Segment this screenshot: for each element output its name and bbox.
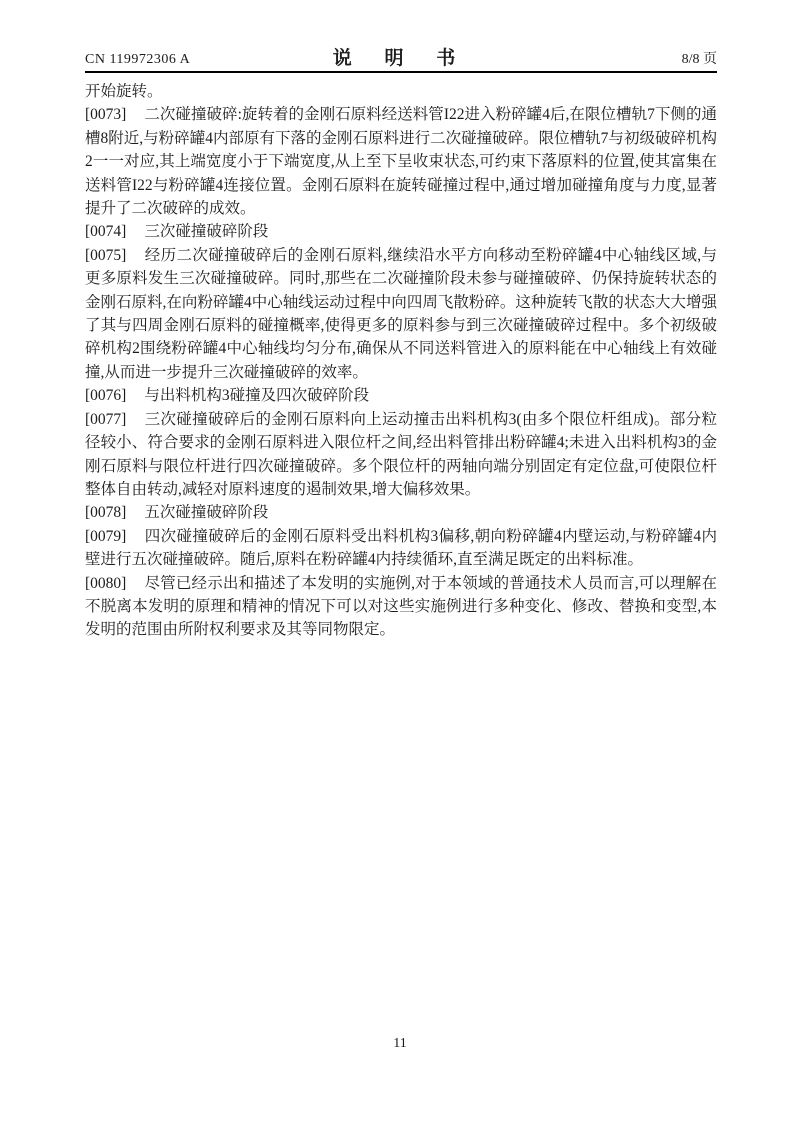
paragraph-text: 三次碰撞破碎阶段 bbox=[144, 223, 269, 241]
paragraph-number: [0078] bbox=[85, 504, 127, 522]
paragraph-text: 开始旋转。 bbox=[85, 83, 163, 100]
paragraph bbox=[85, 572, 717, 642]
paragraph bbox=[85, 408, 717, 502]
paragraph-text: 四次碰撞破碎后的金刚石原料受出料机构3偏移,朝向粉碎罐4内壁运动,与粉碎罐4内壁进行五次碰撞破碎。随后,原料在粉碎罐4内持续循环,直至满足既定的出料标准。 bbox=[85, 527, 717, 569]
doc-title: 说 明 书 bbox=[332, 48, 470, 69]
page-footer bbox=[0, 1036, 800, 1052]
paragraph-number: [0076] bbox=[85, 387, 127, 405]
paragraph-text: 五次碰撞破碎阶段 bbox=[144, 504, 269, 522]
description-body bbox=[85, 80, 717, 642]
page-number: 11 bbox=[393, 1036, 407, 1051]
doc-number: CN 119972306 A bbox=[85, 52, 191, 67]
paragraph-number: [0073] bbox=[85, 106, 127, 124]
page-header bbox=[85, 44, 717, 72]
paragraph bbox=[85, 80, 717, 103]
paragraph-number: [0075] bbox=[85, 246, 127, 264]
page-indicator: 8/8 页 bbox=[681, 52, 717, 67]
paragraph bbox=[85, 244, 717, 384]
paragraph bbox=[85, 501, 717, 524]
paragraph-number: [0079] bbox=[85, 527, 127, 545]
paragraph bbox=[85, 220, 717, 243]
paragraph bbox=[85, 525, 717, 572]
paragraph bbox=[85, 103, 717, 220]
paragraph bbox=[85, 384, 717, 407]
paragraph-text: 经历二次碰撞破碎后的金刚石原料,继续沿水平方向移动至粉碎罐4中心轴线区域,与更多原料发生三次碰撞破碎。同时,那些在二次碰撞阶段未参与碰撞破碎、仍保持旋转状态的金刚石原料,在向粉碎罐4中心轴线运动过程中向四周飞散粉碎。这种旋转飞散的状态大大增强了其与四周金刚石原料的碰撞概率,使得更多的原料参与到三次碰撞破碎过程中。多个初级破碎机构2围绕粉碎罐4中心轴线均匀分布,确保从不同送料管进入的原料能在中心轴线上有效碰撞,从而进一步提升三次碰撞破碎的效率。 bbox=[85, 246, 717, 381]
header-divider bbox=[85, 71, 717, 73]
paragraph-number: [0080] bbox=[85, 574, 127, 592]
paragraph-text: 与出料机构3碰撞及四次破碎阶段 bbox=[144, 387, 370, 405]
paragraph-text: 尽管已经示出和描述了本发明的实施例,对于本领域的普通技术人员而言,可以理解在不脱离本发明的原理和精神的情况下可以对这些实施例进行多种变化、修改、替换和变型,本发明的范围由所附权利要求及其等同物限定。 bbox=[85, 574, 717, 639]
paragraph-text: 二次碰撞破碎:旋转着的金刚石原料经送料管I22进入粉碎罐4后,在限位槽轨7下侧的通槽8附近,与粉碎罐4内部原有下落的金刚石原料进行二次碰撞破碎。限位槽轨7与初级破碎机构2一一对应,其上端宽度小于下端宽度,从上至下呈收束状态,可约束下落原料的位置,使其富集在送料管I22与粉碎罐4连接位置。金刚石原料在旋转碰撞过程中,通过增加碰撞角度与力度,显著提升了二次破碎的成效。 bbox=[85, 106, 717, 218]
paragraph-text: 三次碰撞破碎后的金刚石原料向上运动撞击出料机构3(由多个限位杆组成)。部分粒径较小、符合要求的金刚石原料进入限位杆之间,经出料管排出粉碎罐4;未进入出料机构3的金刚石原料与限位杆进行四次碰撞破碎。多个限位杆的两轴向端分别固定有定位盘,可使限位杆整体自由转动,减轻对原料速度的遏制效果,增大偏移效果。 bbox=[85, 410, 717, 498]
paragraph-number: [0074] bbox=[85, 223, 127, 241]
paragraph-number: [0077] bbox=[85, 410, 127, 428]
